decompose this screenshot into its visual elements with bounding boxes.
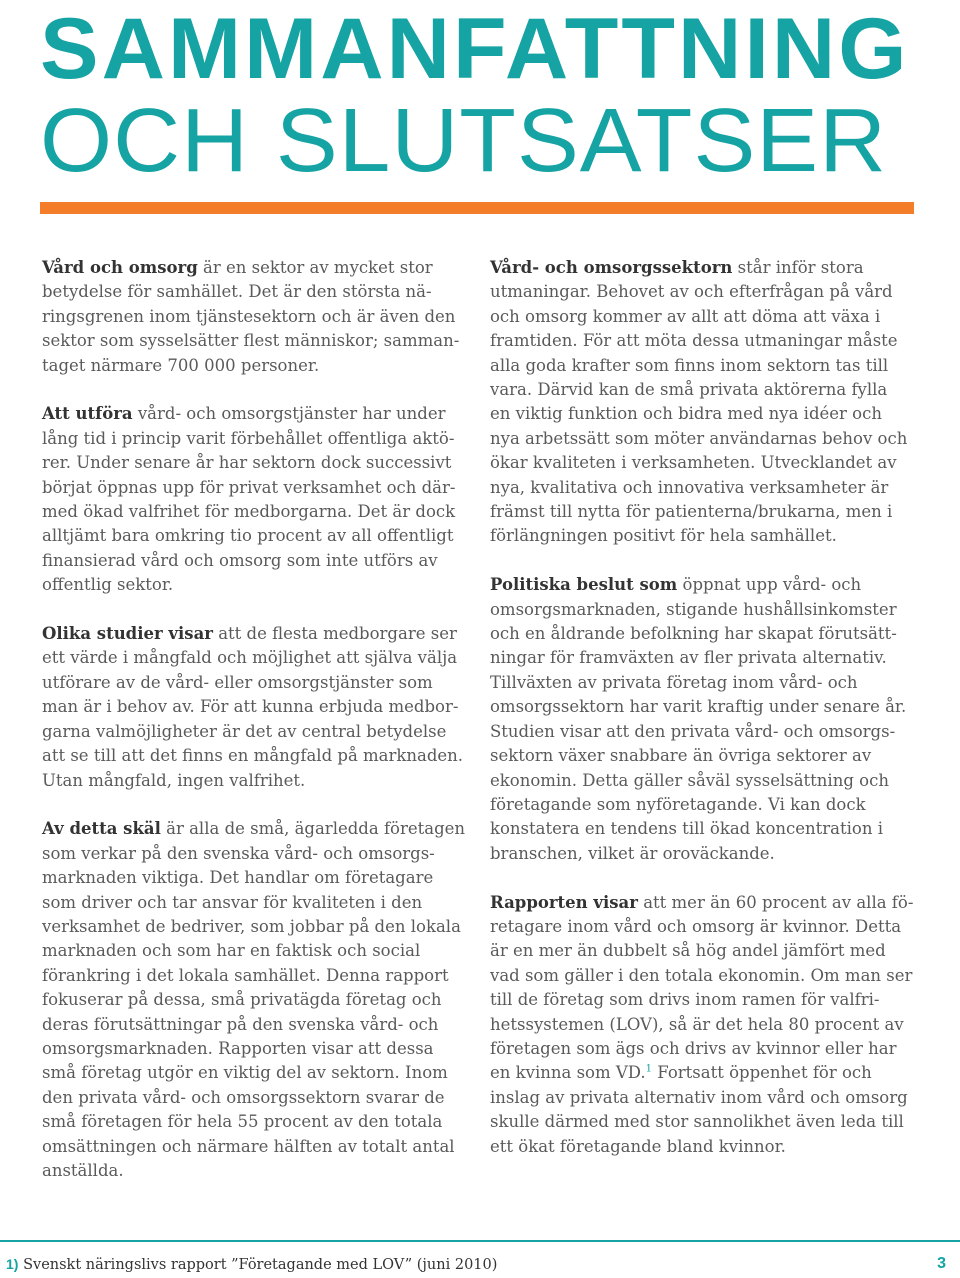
paragraph-body: att de flesta medborgare ser ett värde i mångfald och möjlighet att själva välja utförare av de vård- eller omsorgstjänster som man är i behov av. För att kunna erbjuda medbor- garna valmöjligheter är det av central betydelse att se till att det finns en mångfald på marknaden. Utan mångfald, ingen valfrihet. [42, 624, 464, 790]
footer-divider [0, 1240, 960, 1242]
page-title-line-2: OCH SLUTSATSER [40, 91, 888, 191]
paragraph-body: vård- och omsorgstjänster har under lång tid i princip varit förbehållet offentliga aktö- rer. Under senare år har sektorn dock successivt börjat öppnas upp för privat verksamhet och där- med ökad valfrihet för medborgarna. Det är dock alltjämt bara omkring tio procent av all offentligt finansierad vård och omsorg som inte utförs av offentlig sektor. [42, 404, 456, 595]
paragraph-body: är en sektor av mycket stor betydelse för samhället. Det är den största nä- ringsgrenen inom tjänstesektorn och är även den sektor som sysselsätter flest människor; samman- taget närmare 700 000 personer. [42, 258, 460, 375]
footnote [6, 1256, 497, 1273]
paragraph-lead: Vård- och omsorgssektorn [490, 258, 733, 277]
paragraph-body: är alla de små, ägarledda företagen som verkar på den svenska vård- och omsorgs- marknaden viktiga. Det handlar om företagare som driver och tar ansvar för kvaliteten i den verksamhet de bedriver, som jobbar på den lokala marknaden och som har en faktisk och social förankring i det lokala samhället. Denna rapport fokuserar på dessa, små privatägda företag och deras förutsättningar på den svenska vård- och omsorgsmarknaden. Rapporten visar att dessa små företag utgör en viktig del av sektorn. Inom den privata vård- och omsorgssektorn svarar de små företagen för hela 55 procent av den totala omsättningen och närmare hälften av totalt antal anställda. [42, 819, 466, 1180]
paragraph-lead: Av detta skäl [42, 819, 161, 839]
paragraph-body: står inför stora utmaningar. Behovet av och efterfrågan på vård och omsorg kommer av allt att döma att växa i framtiden. För att möta dessa utmaningar måste alla goda krafter som finns inom sektorn tas till vara. Därvid kan de små privata aktörerna fylla en viktig funktion och bidra med nya idéer och nya arbetssätt som möter användarnas behov och ökar kvaliteten i verksamheten. Utvecklandet av nya, kvalitativa och innovativa verksamheter är främst till nytta för patienterna/brukarna, men i förlängningen positivt för hela samhället. [490, 258, 908, 546]
paragraph [42, 256, 472, 378]
paragraph [42, 622, 472, 793]
paragraph-body: att mer än 60 procent av alla fö- retagare inom vård och omsorg är kvinnor. Detta är en mer än dubbelt så hög andel jämfört med vad som gäller i den totala ekonomin. Om man ser till de företag som drivs inom ramen för valfri- hetssystemen (LOV), så är det hela 80 procent av företagen som ägs och drivs av kvinnor eller har en kvinna som VD. [490, 892, 914, 1083]
paragraph [490, 573, 920, 866]
paragraph-body: öppnat upp vård- och omsorgsmarknaden, stigande hushållsinkomster och en åldrande befolkning har skapat förutsätt- ningar för framväxten av fler privata alternativ. Tillväxten av privata företag inom vård- och omsorgssektorn har varit kraftig under senare år. Studien visar att den privata vård- och omsorgs- sektorn växer snabbare än övriga sektorer av ekonomin. Detta gäller såväl sysselsättning och företagande som nyföretagande. Vi kan dock konstatera en tendens till ökad koncentration i branschen, vilket är oroväckande. [490, 575, 907, 863]
paragraph-lead: Politiska beslut som [490, 575, 678, 595]
footnote-number: 1) [6, 1256, 19, 1272]
page-title-line-1: SAMMANFATTNING [40, 1, 910, 97]
paragraph [42, 817, 472, 1183]
paragraph-lead: Vård och omsorg [42, 258, 198, 277]
footnote-text: Svenskt näringslivs rapport ”Företagande med LOV” (juni 2010) [23, 1257, 498, 1273]
paragraph [42, 402, 472, 597]
paragraph-lead: Att utföra [42, 404, 133, 424]
page-number: 3 [937, 1255, 946, 1272]
paragraph-lead: Olika studier visar [42, 624, 213, 644]
right-column [490, 256, 920, 1183]
paragraph-lead: Rapporten visar [490, 892, 638, 912]
paragraph [490, 256, 920, 549]
orange-divider [40, 202, 914, 214]
paragraph-tail: Fortsatt öppenhet för och inslag av privata alternativ inom vård och omsorg skulle därmed med stor sannolikhet även leda till ett ökat företagande bland kvinnor. [490, 1063, 908, 1156]
footnote-reference: 1 [645, 1063, 653, 1075]
left-column [42, 256, 472, 1208]
paragraph [490, 891, 920, 1159]
